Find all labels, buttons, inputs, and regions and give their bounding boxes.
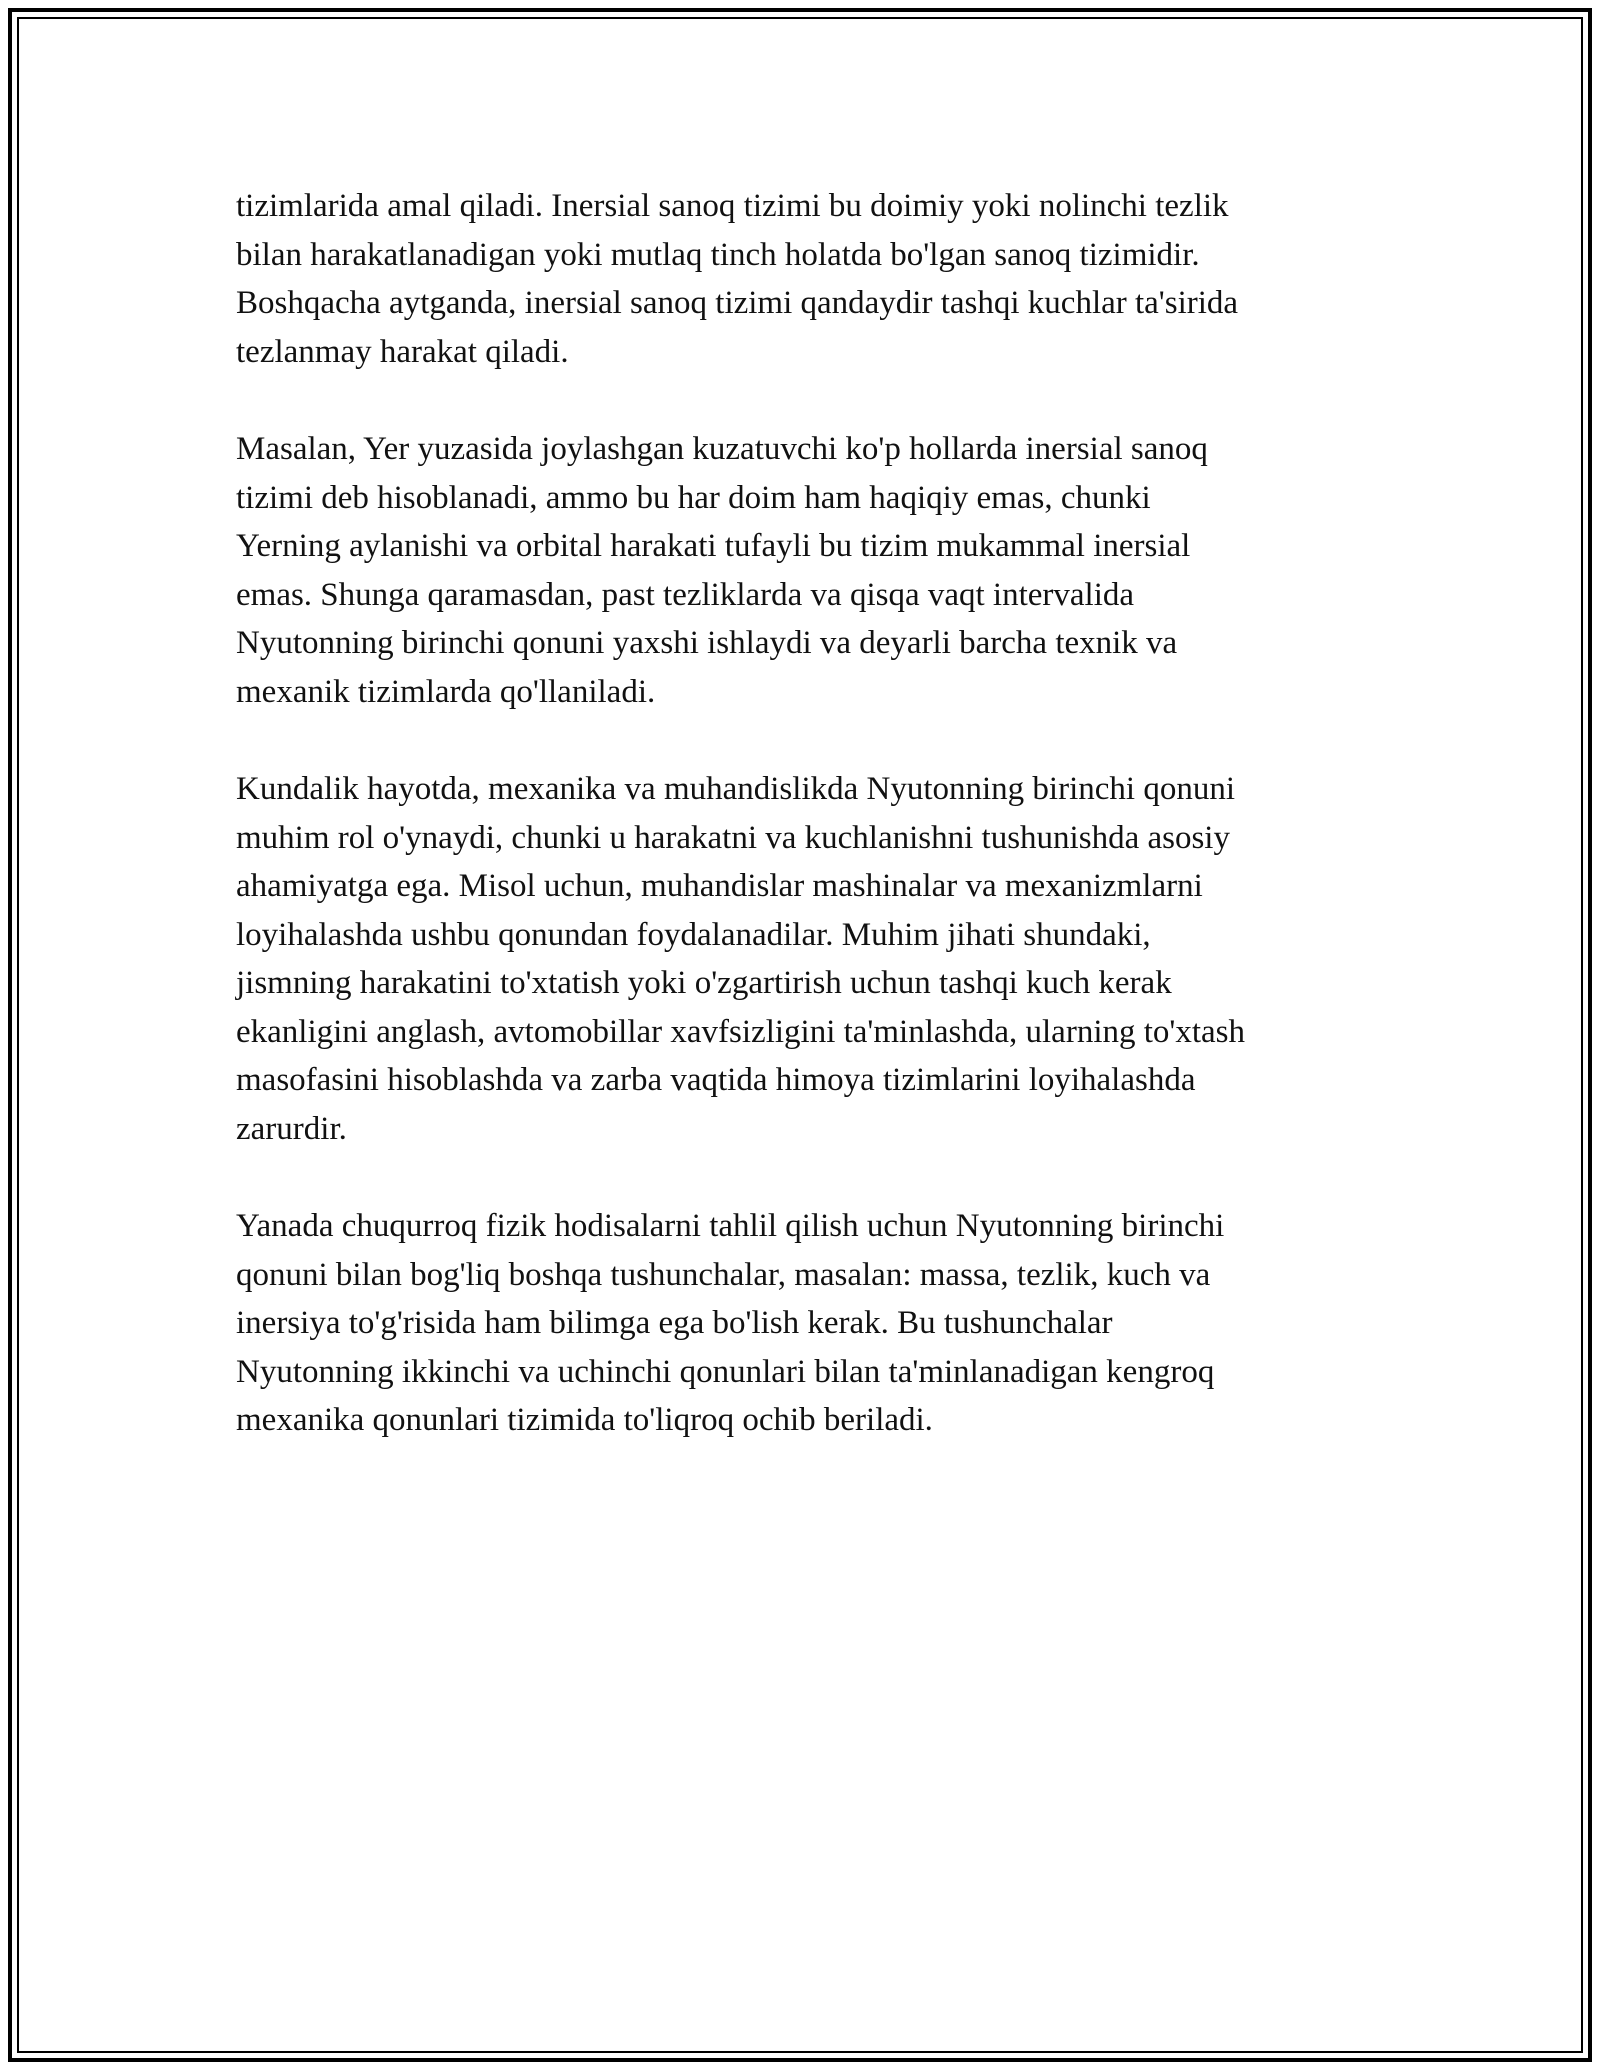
paragraph-1: tizimlarida amal qiladi. Inersial sanoq tizimi bu doimiy yoki nolinchi tezlik bilan harakatlanadigan yoki mutlaq tinch holatda bo'lgan sanoq tizimidir. Boshqacha aytganda, inersial sanoq tizimi qandaydir tashqi kuchlar ta'sirida tezlanmay harakat qiladi. [236, 188, 1239, 370]
paragraph-3: Kundalik hayotda, mexanika va muhandislikda Nyutonning birinchi qonuni muhim rol o'ynaydi, chunki u harakatni va kuchlanishni tushunishda asosiy ahamiyatga ega. Misol uchun, muhandislar mashinalar va mexanizmlarni loyihalashda ushbu qonundan foydalanadilar. Muhim jihati shundaki, jismning harakatini to'xtatish yoki o'zgartirish uchun tashqi kuch kerak ekanligini anglash, avtomobillar xavfsizligini ta'minlashda, ularning to'xtash masofasini hisoblashda va zarba vaqtida himoya tizimlarini loyihalashda zarurdir. [236, 771, 1246, 1147]
paragraph-2: Masalan, Yer yuzasida joylashgan kuzatuvchi ko'p hollarda inersial sanoq tizimi deb hisoblanadi, ammo bu har doim ham haqiqiy emas, chunki Yerning aylanishi va orbital harakati tufayli bu tizim mukammal inersial emas. Shunga qaramasdan, past tezliklarda va qisqa vaqt intervalida Nyutonning birinchi qonuni yaxshi ishlaydi va deyarli barcha texnik va mexanik tizimlarda qo'llaniladi. [236, 431, 1208, 710]
document-body [236, 182, 1366, 1494]
paragraph-4: Yanada chuqurroq fizik hodisalarni tahlil qilish uchun Nyutonning birinchi qonuni bilan bog'liq boshqa tushunchalar, masalan: massa, tezlik, kuch va inersiya to'g'risida ham bilimga ega bo'lish kerak. Bu tushunchalar Nyutonning ikkinchi va uchinchi qonunlari bilan ta'minlanadigan kengroq mexanika qonunlari tizimida to'liqroq ochib beriladi. [236, 1208, 1225, 1438]
